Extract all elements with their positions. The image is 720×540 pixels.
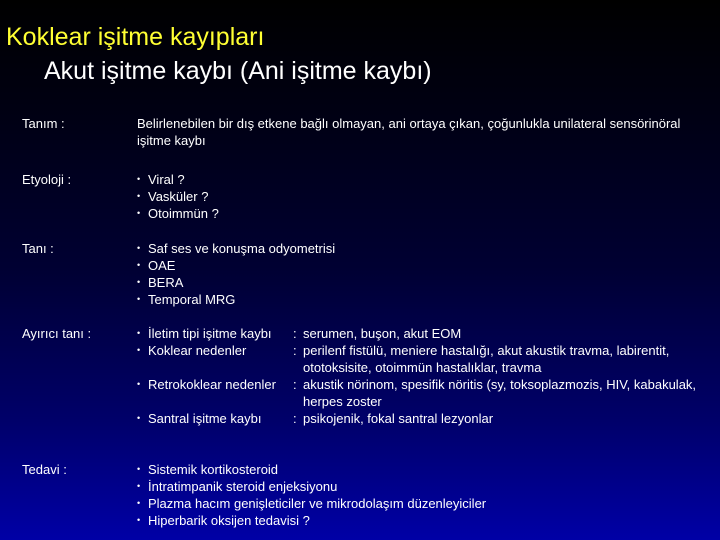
- bullet-icon: •: [137, 345, 141, 355]
- list-item: • Sistemik kortikosteroid: [137, 462, 279, 477]
- bullet-icon: •: [137, 481, 141, 491]
- list-item: • Vasküler ?: [137, 189, 209, 204]
- etyoloji-label: Etyoloji :: [22, 172, 72, 187]
- bullet-icon: •: [137, 498, 141, 508]
- list-item: • Hiperbarik oksijen tedavisi ?: [137, 513, 310, 528]
- list-item: • BERA: [137, 275, 184, 290]
- bullet-icon: •: [137, 191, 141, 201]
- bullet-icon: •: [137, 260, 141, 270]
- tedavi-label: Tedavi :: [22, 462, 67, 477]
- list-item: • Plazma hacım genişleticiler ve mikrodolaşım düzenleyiciler: [137, 496, 487, 511]
- ayirici-item-name: • Santral işitme kaybı: [137, 411, 262, 426]
- ayirici-list: [137, 325, 703, 427]
- tani-label: Tanı :: [22, 241, 54, 256]
- list-item: • OAE: [137, 258, 176, 273]
- ayirici-item-name: • Retrokoklear nedenler: [137, 377, 276, 392]
- list-item: • İntratimpanik steroid enjeksiyonu: [137, 479, 338, 494]
- list-item: • Temporal MRG: [137, 292, 236, 307]
- bullet-icon: •: [137, 208, 141, 218]
- list-item: • Otoimmün ?: [137, 206, 219, 221]
- colon: :: [293, 377, 297, 392]
- ayirici-item-name: • İletim tipi işitme kaybı: [137, 326, 272, 341]
- ayirici-item-name: • Koklear nedenler: [137, 343, 247, 358]
- tani-list: [137, 240, 335, 308]
- bullet-icon: •: [137, 413, 141, 423]
- colon: :: [293, 343, 297, 358]
- bullet-icon: •: [137, 464, 141, 474]
- ayirici-item-desc: perilenf fistülü, meniere hastalığı, akut akustik travma, labirentit, ototoksisite, otoimmün hastalıklar, travma: [303, 343, 670, 375]
- bullet-icon: •: [137, 515, 141, 525]
- etyoloji-list: [137, 171, 219, 222]
- slide-subtitle: Akut işitme kaybı (Ani işitme kaybı): [44, 57, 432, 85]
- bullet-icon: •: [137, 328, 141, 338]
- ayirici-item-desc: akustik nörinom, spesifik nöritis (sy, toksoplazmozis, HIV, kabakulak, herpes zoster: [303, 377, 697, 409]
- ayirici-item-desc: serumen, buşon, akut EOM: [303, 326, 462, 341]
- slide-title: Koklear işitme kayıpları: [6, 23, 265, 51]
- tedavi-list: [137, 461, 486, 529]
- bullet-icon: •: [137, 243, 141, 253]
- list-item: • Viral ?: [137, 172, 185, 187]
- ayirici-item-desc: psikojenik, fokal santral lezyonlar: [303, 411, 494, 426]
- colon: :: [293, 411, 297, 426]
- bullet-icon: •: [137, 174, 141, 184]
- colon: :: [293, 326, 297, 341]
- bullet-icon: •: [137, 277, 141, 287]
- bullet-icon: •: [137, 294, 141, 304]
- ayirici-label: Ayırıcı tanı :: [22, 326, 92, 341]
- bullet-icon: •: [137, 379, 141, 389]
- tanim-text: Belirlenebilen bir dış etkene bağlı olmayan, ani ortaya çıkan, çoğunlukla unilateral sensörinöral işitme kaybı: [137, 116, 681, 148]
- tanim-label: Tanım :: [22, 116, 65, 131]
- list-item: • Saf ses ve konuşma odyometrisi: [137, 241, 336, 256]
